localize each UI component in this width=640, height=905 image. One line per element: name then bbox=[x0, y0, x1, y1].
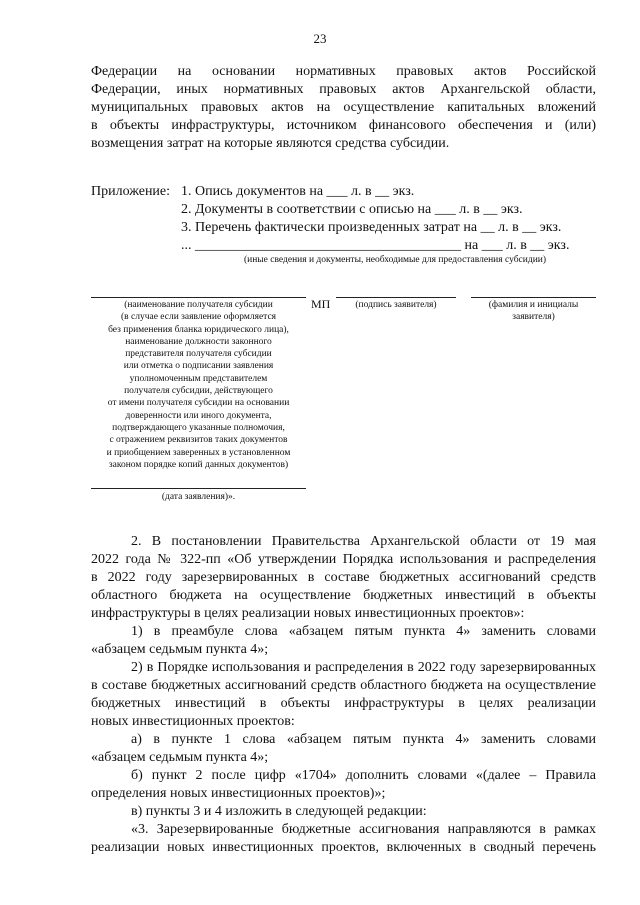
caption-line: наименование должности законного bbox=[125, 336, 272, 347]
text-line: инфраструктуры в целях реализации новых инвестиционных проектов»: bbox=[91, 606, 525, 621]
text-line: «абзацем седьмым пункта 4»; bbox=[91, 642, 269, 657]
text-line: муниципальных правовых актов на осуществление капитальных вложений bbox=[91, 100, 596, 115]
appendix-item-1: 1. Опись документов на ___ л. в __ экз. bbox=[181, 184, 415, 199]
caption-line: уполномоченным представителем bbox=[129, 373, 268, 384]
name-line bbox=[471, 297, 596, 298]
caption-line: или отметка о подписании заявления bbox=[123, 361, 274, 372]
text-line: 2. В постановлении Правительства Архангельской области от 19 мая bbox=[131, 534, 596, 549]
paragraph-4 bbox=[91, 659, 596, 731]
paragraph-2 bbox=[91, 533, 596, 623]
caption-line: и приобщением заверенных в установленном bbox=[106, 447, 291, 458]
date-line bbox=[91, 488, 306, 489]
page-number: 23 bbox=[313, 31, 327, 46]
caption-line: (наименование получателя субсидии bbox=[124, 300, 273, 310]
text-line: а) в пункте 1 слова «абзацем пятым пункта 4» заменить словами bbox=[131, 732, 596, 747]
text-line: «абзацем седьмым пункта 4»; bbox=[91, 750, 269, 765]
text-line: в) пункты 3 и 4 изложить в следующей редакции: bbox=[131, 804, 427, 819]
appendix-item-2: 2. Документы в соответствии с описью на ___ л. в __ экз. bbox=[181, 202, 523, 217]
text-line: новых инвестиционных проектов: bbox=[91, 714, 295, 729]
caption-line: с отражением реквизитов таких документов bbox=[109, 435, 288, 446]
caption-line: (фамилия и инициалы bbox=[488, 300, 579, 310]
date-caption: (дата заявления)». bbox=[161, 492, 236, 502]
text-line: Федерации, иных нормативных правовых актов Архангельской области, bbox=[91, 82, 596, 97]
appendix-item-4: ... ______________________________________ на ___ л. в __ экз. bbox=[181, 238, 570, 253]
text-line: 1) в преамбуле слова «абзацем пятым пункта 4» заменить словами bbox=[131, 624, 596, 639]
name-caption bbox=[471, 299, 596, 324]
text-line: в объекты инфраструктуры, источником финансового обеспечения и (или) bbox=[91, 118, 596, 133]
seal-mark: МП bbox=[311, 297, 331, 311]
text-line: областного бюджета на осуществление бюджетных инвестиций в объекты bbox=[91, 588, 596, 603]
text-line: 2022 года № 322-пп «Об утверждении Порядка использования и распределения bbox=[91, 552, 596, 567]
caption-line: доверенности или иного документа, bbox=[125, 410, 272, 421]
text-line: «3. Зарезервированные бюджетные ассигнования направляются в рамках bbox=[131, 822, 596, 837]
text-line: б) пункт 2 после цифр «1704» дополнить словами «(далее – Правила bbox=[131, 768, 596, 783]
caption-line: от имени получателя субсидии на основании bbox=[107, 398, 290, 409]
recipient-caption bbox=[91, 299, 306, 471]
text-line: возмещения затрат на которые являются средства субсидии. bbox=[91, 136, 450, 151]
text-line: определения новых инвестиционных проектов)»; bbox=[91, 786, 386, 801]
intro-paragraph bbox=[91, 63, 596, 153]
appendix-label: Приложение: bbox=[91, 184, 171, 199]
paragraph-8 bbox=[91, 821, 596, 857]
text-line: 2) в Порядке использования и распределения в 2022 году зарезервированных bbox=[131, 660, 596, 675]
caption-line: подтверждающего указанные полномочия, bbox=[112, 422, 285, 433]
paragraph-3 bbox=[91, 623, 596, 659]
text-line: реализации новых инвестиционных проектов, включенных в сводный перечень bbox=[91, 840, 596, 855]
paragraph-5 bbox=[91, 731, 596, 767]
caption-line: без применения бланка юридического лица), bbox=[108, 324, 289, 335]
caption-line: заявителя) bbox=[512, 312, 555, 323]
caption-line: получателя субсидии, действующего bbox=[124, 386, 273, 397]
signature-caption: (подпись заявителя) bbox=[355, 300, 437, 310]
appendix-item-3: 3. Перечень фактически произведенных затрат на __ л. в __ экз. bbox=[181, 220, 562, 235]
paragraph-6 bbox=[91, 767, 596, 803]
appendix-item-4-note: (иные сведения и документы, необходимые для предоставления субсидии) bbox=[243, 255, 547, 265]
text-line: в составе бюджетных ассигнований средств областного бюджета на осуществление bbox=[91, 678, 596, 693]
text-line: в 2022 году зарезервированных в составе бюджетных ассигнований средств bbox=[91, 570, 596, 585]
signature-line bbox=[336, 297, 456, 298]
recipient-line bbox=[91, 297, 306, 298]
text-line: бюджетных инвестиций в объекты инфраструктуры в целях реализации bbox=[91, 696, 596, 711]
caption-line: законом порядке копий данных документов) bbox=[108, 459, 289, 470]
caption-line: представителя получателя субсидии bbox=[125, 349, 272, 360]
paragraph-7 bbox=[91, 803, 596, 821]
caption-line: (в случае если заявление оформляется bbox=[120, 312, 277, 323]
text-line: Федерации на основании нормативных правовых актов Российской bbox=[91, 64, 596, 79]
